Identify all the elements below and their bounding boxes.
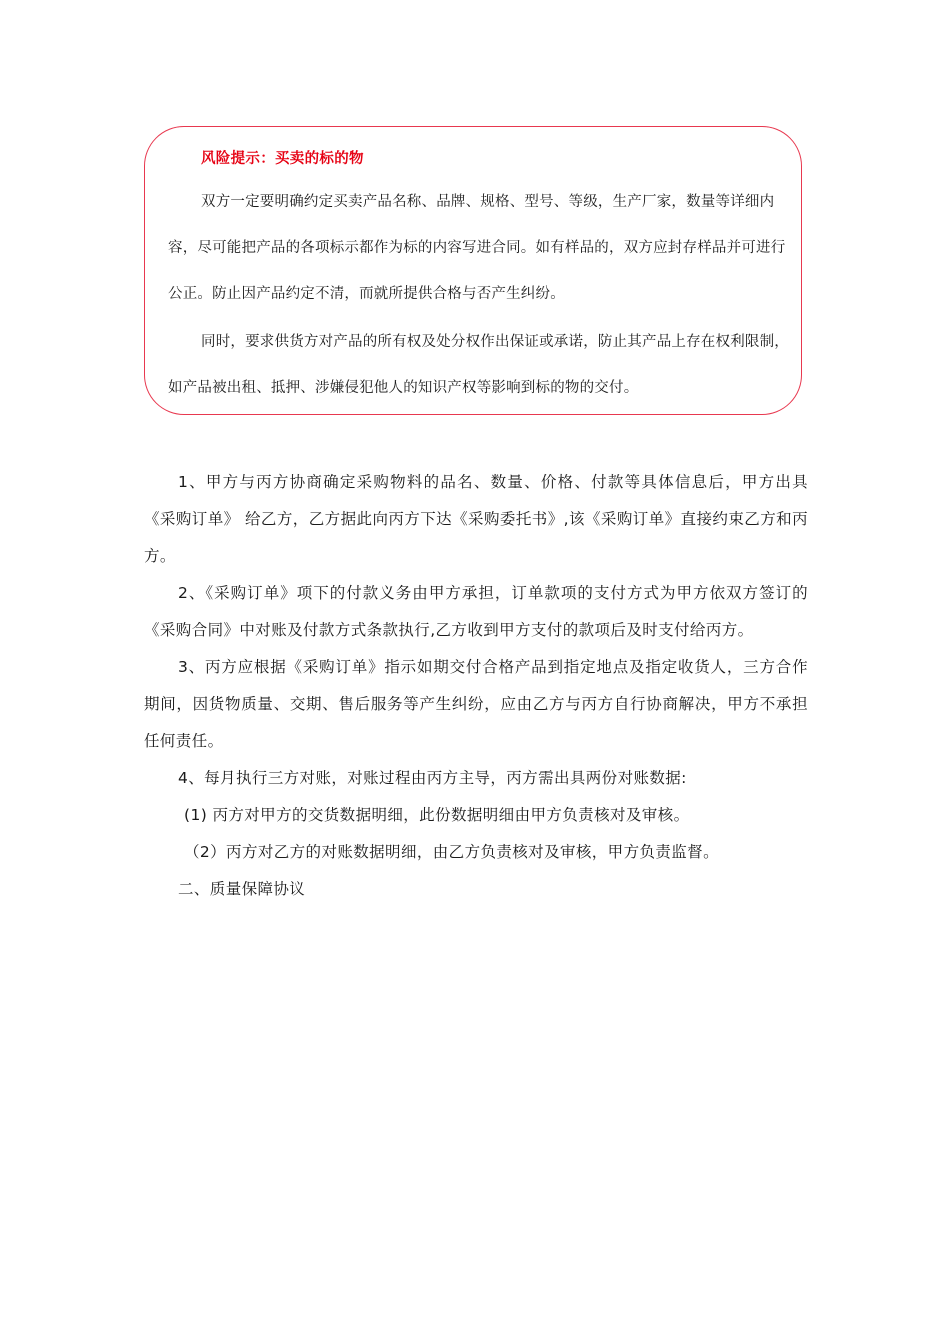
section-heading: 二、质量保障协议 bbox=[178, 880, 306, 898]
clause-paragraph: 4、每月执行三方对账，对账过程由丙方主导，丙方需出具两份对账数据: bbox=[178, 769, 687, 787]
risk-notice-box bbox=[144, 126, 802, 415]
risk-notice-title: 风险提示：买卖的标的物 bbox=[201, 151, 364, 167]
clause-paragraph: 3、丙方应根据《采购订单》指示如期交付合格产品到指定地点及指定收货人，三方合作期间，因货物质量、交期、售后服务等产生纠纷，应由乙方与丙方自行协商解决，甲方不承担任何责任。 bbox=[144, 658, 808, 750]
risk-notice-paragraph: 同时，要求供货方对产品的所有权及处分权作出保证或承诺，防止其产品上存在权利限制，如产品被出租、抵押、涉嫌侵犯他人的知识产权等影响到标的物的交付。 bbox=[168, 334, 789, 396]
sub-clause-paragraph: (1) 丙方对甲方的交货数据明细，此份数据明细由甲方负责核对及审核。 bbox=[184, 806, 690, 824]
sub-clause-paragraph: （2）丙方对乙方的对账数据明细，由乙方负责核对及审核，甲方负责监督。 bbox=[184, 843, 719, 861]
clause-paragraph: 2、《采购订单》项下的付款义务由甲方承担，订单款项的支付方式为甲方依双方签订的《采购合同》中对账及付款方式条款执行,乙方收到甲方支付的款项后及时支付给丙方。 bbox=[144, 584, 808, 639]
contract-body bbox=[144, 464, 808, 908]
clause-paragraph: 1、甲方与丙方协商确定采购物料的品名、数量、价格、付款等具体信息后，甲方出具《采购订单》 给乙方，乙方据此向丙方下达《采购委托书》,该《采购订单》直接约束乙方和丙方。 bbox=[144, 473, 808, 565]
risk-notice-paragraph: 双方一定要明确约定买卖产品名称、品牌、规格、型号、等级，生产厂家，数量等详细内容，尽可能把产品的各项标示都作为标的内容写进合同。如有样品的，双方应封存样品并可进行公正。防止因产品约定不清，而就所提供合格与否产生纠纷。 bbox=[168, 194, 786, 302]
